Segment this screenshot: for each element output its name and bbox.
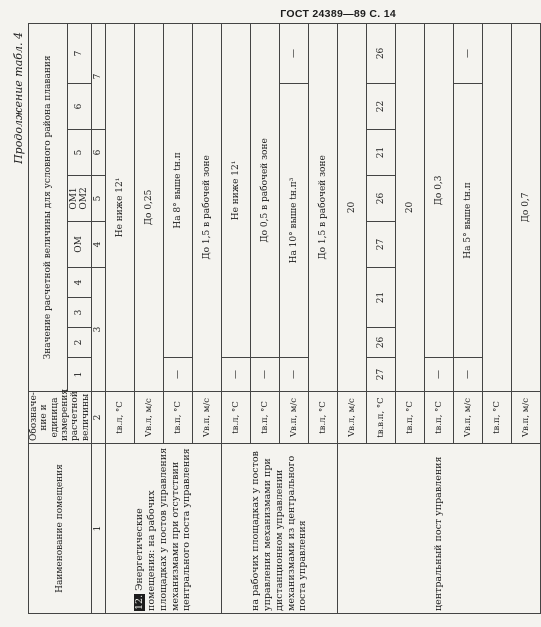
colnum-5: 5 — [92, 176, 106, 222]
colnum-1: 1 — [92, 444, 106, 614]
param-cell: tв.п, °С — [425, 392, 454, 444]
value-cell: До 0,5 в рабочей зоне — [251, 23, 280, 357]
value-cell: 21 — [367, 130, 396, 176]
rotated-content — [12, 24, 532, 614]
subheader-5: 5 — [67, 130, 92, 176]
value-cell: До 0,3 — [425, 23, 454, 357]
room-name-remote-control: на рабочих площадках у постов управления механизмами при дистанционном управлении механизмами из центрального поста управления — [222, 444, 338, 614]
ventilation-table — [28, 23, 541, 614]
colnum-7: 7 — [92, 23, 106, 129]
colnum-6: 6 — [92, 130, 106, 176]
value-cell: 26 — [367, 176, 396, 222]
param-cell: Vв.п, м/с — [280, 392, 309, 444]
value-cell: На 10° выше tн.п³ — [280, 84, 309, 358]
table-row — [106, 23, 135, 613]
value-cell: 26 — [367, 328, 396, 358]
dash-cell: — — [454, 23, 483, 83]
subheader-7: 7 — [67, 23, 92, 83]
value-cell: На 5° выше tн.п — [454, 84, 483, 358]
room-name-energy: 12. Энергетические помещения: на рабочих площадках у постов управления механизмами при отсутствии центрального поста управления — [106, 444, 222, 614]
header-param-column: Обозначе- ние и единица измерения расчетной величины — [29, 392, 92, 444]
colnum-4: 4 — [92, 222, 106, 268]
value-cell: 26 — [367, 23, 396, 83]
param-cell: tв.п, °С — [483, 392, 512, 444]
value-cell: Не ниже 12¹ — [222, 23, 251, 357]
value-cell: 20 — [396, 23, 425, 391]
subheader-2: 2 — [67, 328, 92, 358]
dash-cell: — — [454, 358, 483, 392]
param-cell: Vв.п, м/с — [454, 392, 483, 444]
param-cell: Vв.п, м/с — [512, 392, 541, 444]
subheader-om1-om2: ОМ1 ОМ2 — [67, 176, 92, 222]
dash-cell: — — [280, 23, 309, 83]
value-cell: 20 — [338, 23, 367, 391]
column-number-row — [92, 23, 106, 613]
subheader-6: 6 — [67, 84, 92, 130]
highlighted-number: 12. — [133, 594, 145, 610]
colnum-3: 3 — [92, 268, 106, 392]
value-cell: 22 — [367, 84, 396, 130]
subheader-om: ОМ — [67, 222, 92, 268]
value-cell: 27 — [367, 358, 396, 392]
subheader-1: 1 — [67, 358, 92, 392]
param-cell: tв.п, °С — [251, 392, 280, 444]
value-cell: До 0,7 — [512, 23, 541, 391]
dash-cell: — — [251, 358, 280, 392]
param-cell: tв.л, °С — [309, 392, 338, 444]
param-cell: tв.в.п, °С — [367, 392, 396, 444]
header-name-column: Наименование помещения — [29, 444, 92, 614]
param-cell: tв.л, °С — [106, 392, 135, 444]
table-row — [338, 23, 367, 613]
header-title: ГОСТ 24389—89 С. 14 — [280, 8, 396, 20]
value-cell: 27 — [367, 222, 396, 268]
param-cell: tв.л, °С — [222, 392, 251, 444]
param-cell: Vв.л, м/с — [135, 392, 164, 444]
table-continuation-label: Продолжение табл. 4 — [12, 32, 25, 164]
value-cell: 21 — [367, 268, 396, 328]
param-cell: tв.п, °С — [396, 392, 425, 444]
subheader-4: 4 — [67, 268, 92, 298]
dash-cell: — — [280, 358, 309, 392]
value-cell: Не ниже 12¹ — [106, 23, 135, 391]
value-cell: До 0,25 — [135, 23, 164, 391]
room-name-central-post: центральный пост управления — [338, 444, 541, 614]
value-cell: До 1,5 в рабочей зоне — [309, 23, 338, 391]
header-value-group: Значение расчетной величины для условного района плавания — [29, 23, 68, 391]
param-cell: tв.п, °С — [164, 392, 193, 444]
dash-cell: — — [222, 358, 251, 392]
param-cell: Vв.п, м/с — [193, 392, 222, 444]
colnum-2: 2 — [92, 392, 106, 444]
dash-cell: — — [164, 358, 193, 392]
value-cell — [483, 23, 512, 391]
subheader-3: 3 — [67, 298, 92, 328]
param-cell: Vв.л, м/с — [338, 392, 367, 444]
value-cell: До 1,5 в рабочей зоне — [193, 23, 222, 391]
table-row — [222, 23, 251, 613]
value-cell: На 8° выше tн.п — [164, 23, 193, 357]
dash-cell: — — [425, 358, 454, 392]
